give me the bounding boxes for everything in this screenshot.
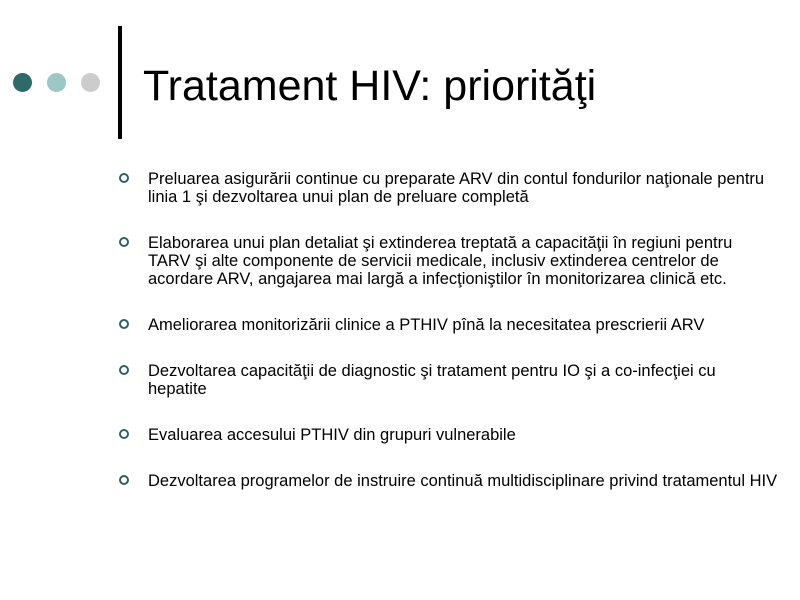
bullet-text: Dezvoltarea capacităţii de diagnostic şi tratament pentru IO şi a co-infecţiei cu hepatite — [148, 362, 716, 398]
decorative-dot-gray — [81, 73, 100, 92]
title-divider — [118, 26, 122, 139]
bullet-ring-icon — [119, 237, 129, 247]
bullet-text: Preluarea asigurării continue cu preparate ARV din contul fondurilor naţionale pentru linia 1 şi dezvoltarea unui plan de preluare completă — [148, 170, 765, 206]
bullet-ring-icon — [119, 173, 129, 183]
bullet-text: Ameliorarea monitorizării clinice a PTHIV pînă la necesitatea prescrierii ARV — [148, 316, 705, 334]
bullet-item — [118, 316, 778, 334]
bullet-ring-icon — [119, 475, 129, 485]
bullet-text: Dezvoltarea programelor de instruire continuă multidisciplinare privind tratamentul HIV — [148, 472, 778, 490]
bullet-text: Elaborarea unui plan detaliat şi extinderea treptată a capacităţii în regiuni pentru TARV şi alte componente de servicii medicale, inclusiv extinderea centrelor de acordare ARV, angajarea mai largă a infecţioniştilor în monitorizarea clinică etc. — [148, 234, 733, 288]
bullet-text: Evaluarea accesului PTHIV din grupuri vulnerabile — [148, 426, 516, 444]
bullet-item — [118, 472, 778, 490]
bullet-item — [118, 234, 778, 288]
slide-title: Tratament HIV: priorităţi — [143, 62, 597, 110]
bullet-item — [118, 170, 778, 206]
bullet-ring-icon — [119, 429, 129, 439]
decorative-dot-light — [47, 73, 66, 92]
bullet-ring-icon — [119, 365, 129, 375]
bullet-item — [118, 362, 778, 398]
bullet-list — [118, 170, 778, 518]
decorative-dot-dark — [13, 73, 32, 92]
bullet-ring-icon — [119, 319, 129, 329]
bullet-item — [118, 426, 778, 444]
